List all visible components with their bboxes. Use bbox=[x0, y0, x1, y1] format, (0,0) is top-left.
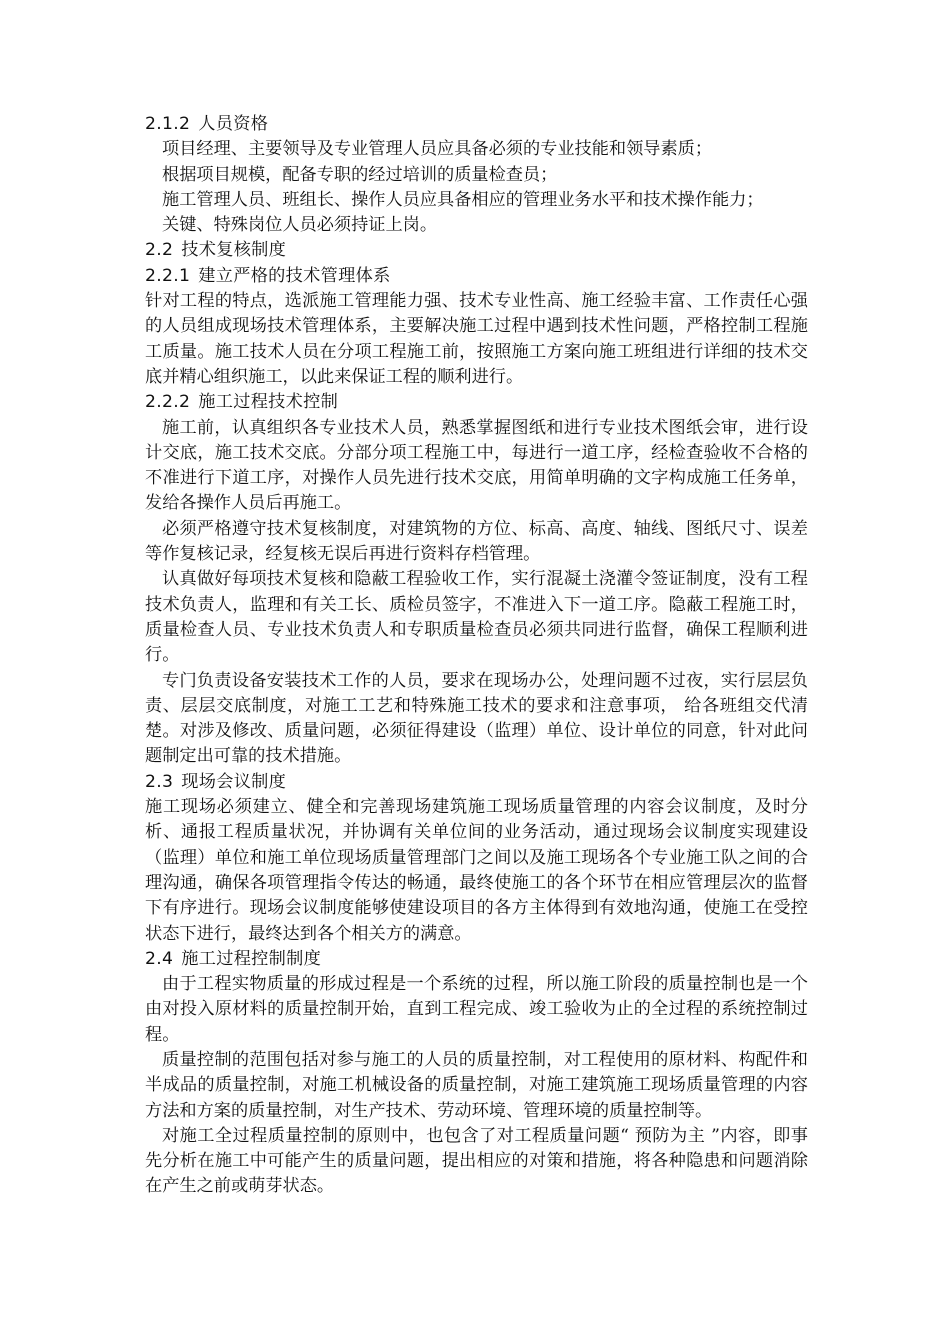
paragraph: 必须严格遵守技术复核制度，对建筑物的方位、标高、高度、轴线、图纸尺寸、误差等作复核记录，经复核无误后再进行资料存档管理。 bbox=[145, 518, 808, 565]
paragraph: 施工现场必须建立、健全和完善现场建筑施工现场质量管理的内容会议制度，及时分析、通报工程质量状况，并协调有关单位间的业务活动，通过现场会议制度实现建设（监理）单位和施工单位现场质量管理部门之间以及施工现场各个专业施工队之间的合理沟通，确保各项管理指令传达的畅通，最终使施工的各个环节在相应管理层次的监督下有序进行。现场会议制度能够使建设项目的各方主体得到有效地沟通，使施工在受控状态下进行，最终达到各个相关方的满意。 bbox=[145, 797, 808, 944]
section-number: 2.1.2 bbox=[145, 114, 191, 134]
section-number: 2.2 bbox=[145, 240, 174, 261]
section-number: 2.2.2 bbox=[145, 392, 191, 413]
section-title: 人员资格 bbox=[198, 114, 269, 134]
section-heading-2-2-1 bbox=[145, 264, 808, 289]
section-number: 2.2.1 bbox=[145, 265, 191, 286]
section-title: 建立严格的技术管理体系 bbox=[198, 265, 391, 286]
paragraph: 针对工程的特点，选派施工管理能力强、技术专业性高、施工经验丰富、工作责任心强的人员组成现场技术管理体系，主要解决施工过程中遇到技术性问题，严格控制工程施工质量。施工技术人员在分项工程施工前，按照施工方案向施工班组进行详细的技术交底并精心组织施工，以此来保证工程的顺利进行。 bbox=[145, 291, 808, 387]
section-heading-2-2-2 bbox=[145, 390, 808, 415]
section-title: 技术复核制度 bbox=[181, 240, 287, 261]
paragraph: 关键、特殊岗位人员必须持证上岗。 bbox=[162, 215, 438, 236]
section-number: 2.4 bbox=[145, 948, 174, 969]
paragraph: 专门负责设备安装技术工作的人员，要求在现场办公，处理问题不过夜，实行层层负责、层层交底制度，对施工工艺和特殊施工技术的要求和注意事项， 给各班组交代清楚。对涉及修改、质量问题，必须征得建设（监理）单位、设计单位的同意，针对此问题制定出可靠的技术措施。 bbox=[145, 670, 808, 767]
section-heading-2-1-2 bbox=[145, 112, 808, 137]
paragraph: 质量控制的范围包括对参与施工的人员的质量控制，对工程使用的原材料、构配件和半成品的质量控制，对施工机械设备的质量控制，对施工建筑施工现场质量管理的内容方法和方案的质量控制，对生产技术、劳动环境、管理环境的质量控制等。 bbox=[145, 1049, 808, 1121]
paragraph: 由于工程实物质量的形成过程是一个系统的过程，所以施工阶段的质量控制也是一个由对投入原材料的质量控制开始，直到工程完成、竣工验收为止的全过程的系统控制过程。 bbox=[145, 974, 808, 1045]
paragraph: 施工前，认真组织各专业技术人员，熟悉掌握图纸和进行专业技术图纸会审，进行设计交底，施工技术交底。分部分项工程施工中，每进行一道工序，经检查验收不合格的不准进行下道工序，对操作人员先进行技术交底，用简单明确的文字构成施工任务单，发给各操作人员后再施工。 bbox=[145, 417, 808, 514]
document-page bbox=[145, 112, 808, 1200]
paragraph: 根据项目规模，配备专职的经过培训的质量检查员； bbox=[162, 164, 558, 185]
section-heading-2-2 bbox=[145, 238, 808, 263]
paragraph: 施工管理人员、班组长、操作人员应具备相应的管理业务水平和技术操作能力； bbox=[162, 189, 764, 210]
section-title: 施工过程控制制度 bbox=[181, 948, 322, 969]
section-heading-2-4 bbox=[145, 947, 808, 972]
section-heading-2-3 bbox=[145, 770, 808, 795]
paragraph: 认真做好每项技术复核和隐蔽工程验收工作，实行混凝土浇灌令签证制度，没有工程技术负责人，监理和有关工长、质检员签字，不准进入下一道工序。隐蔽工程施工时，质量检查人员、专业技术负责人和专职质量检查员必须共同进行监督，确保工程顺利进行。 bbox=[145, 569, 808, 666]
paragraph: 项目经理、主要领导及专业管理人员应具备必须的专业技能和领导素质； bbox=[162, 139, 713, 160]
section-number: 2.3 bbox=[145, 771, 174, 792]
section-title: 现场会议制度 bbox=[181, 771, 287, 792]
paragraph: 对施工全过程质量控制的原则中，也包含了对工程质量问题“ 预防为主 ”内容，即事先分析在施工中可能产生的质量问题，提出相应的对策和措施，将各种隐患和问题消除在产生之前或萌芽状态。 bbox=[145, 1125, 808, 1197]
section-title: 施工过程技术控制 bbox=[198, 392, 339, 413]
